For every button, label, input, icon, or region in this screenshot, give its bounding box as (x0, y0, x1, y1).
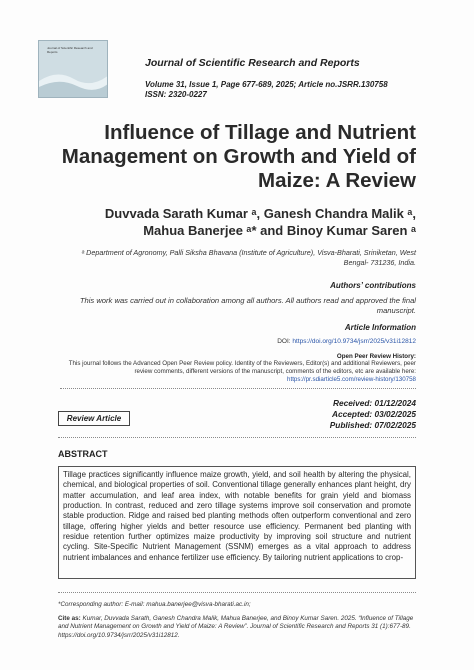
journal-name: Journal of Scientific Research and Reports (145, 57, 360, 69)
doi-label: DOI: (277, 338, 293, 345)
abstract-text: Tillage practices significantly influence maize growth, yield, and soil health by altering the physical, chemical, and biological properties of soil. Conventional tillage generally enhances plant height, dry matter accumulation, and leaf area index, with notable benefits for grain yield and biomass production. In contrast, reduced and zero tillage systems improve soil conservation and promote stable production. Ridge and raised bed planting methods often outperform conventional and zero tillage, offering higher yields and better resource use efficiency. Permanent bed planting with residue retention further optimizes maize productivity by improving soil structure and nutrient cycling. Site-Specific Nutrient Management (SSNM) emerges as a vital approach to address nutrient imbalances and enhance fertilizer use efficiency. By tailoring nutrient applications to crop- (63, 470, 411, 562)
article-info-heading: Article Information (344, 323, 416, 332)
doi-line (277, 338, 416, 345)
peer-review-heading: Open Peer Review History: (336, 353, 416, 360)
volume-info (145, 80, 388, 100)
authors-line-1: Duvvada Sarath Kumar ᵃ, Ganesh Chandra Malik ᵃ, (104, 206, 416, 221)
article-title: Influence of Tillage and Nutrient Management on Growth and Yield of Maize: A Review (61, 121, 416, 192)
accepted-date: Accepted: 03/02/2025 (332, 409, 416, 419)
contributions-text: This work was carried out in collaboration among all authors. All authors read and approved the final manuscript. (79, 296, 416, 315)
abstract-heading: ABSTRACT (58, 449, 108, 459)
publication-dates (330, 398, 416, 431)
citation-label: Cite as: (58, 615, 81, 622)
received-date: Received: 01/12/2024 (332, 398, 416, 408)
contributions-heading: Authors’ contributions (330, 281, 416, 290)
author-list (60, 205, 416, 239)
issn: ISSN: 2320-0227 (145, 90, 207, 99)
authors-line-2: Mahua Banerjee ᵃ* and Binoy Kumar Saren ᵃ (143, 223, 416, 238)
cover-wave-graphic (39, 61, 108, 97)
journal-cover-thumbnail (38, 40, 108, 98)
divider (60, 388, 416, 389)
peer-review-policy: This journal follows the Advanced Open Peer Review policy. Identity of the Reviewers, Editor(s) and additional Reviewers, peer review comments, different versions of the manuscript, comments of the editors, etc are available here: (68, 360, 416, 375)
citation (58, 615, 416, 640)
article-type-badge: Review Article (58, 411, 130, 426)
affiliation: ᵃ Department of Agronomy, Palli Siksha Bhavana (Institute of Agriculture), Visva-Bharati, Sriniketan, West Bengal- 731236, India. (81, 248, 416, 267)
published-date: Published: 07/02/2025 (329, 420, 416, 430)
cover-title: Journal of Scientific Research and Reports (47, 46, 93, 54)
doi-link[interactable]: https://doi.org/10.9734/jsrr/2025/v31i12812 (292, 338, 416, 345)
peer-review-link[interactable]: https://pr.sdiarticle5.com/review-history/130758 (287, 375, 416, 383)
corresponding-author: *Corresponding author: E-mail: mahua.banerjee@visva-bharati.ac.in; (58, 601, 251, 608)
divider (58, 437, 416, 438)
volume-line: Volume 31, Issue 1, Page 677-689, 2025; Article no.JSRR.130758 (145, 80, 388, 89)
divider (58, 592, 416, 593)
peer-review-text (60, 360, 416, 383)
abstract-box (58, 466, 416, 579)
citation-text: Kumar, Duvvada Sarath, Ganesh Chandra Malik, Mahua Banerjee, and Binoy Kumar Saren. 2025. “Influence of Tillage and Nutrient Management on Growth and Yield of Maize: A Review”. Journal of Scientific Research and Reports 31 (1):677-89. https://doi.org/10.9734/jsrr/2025/v31i12812. (58, 615, 414, 639)
